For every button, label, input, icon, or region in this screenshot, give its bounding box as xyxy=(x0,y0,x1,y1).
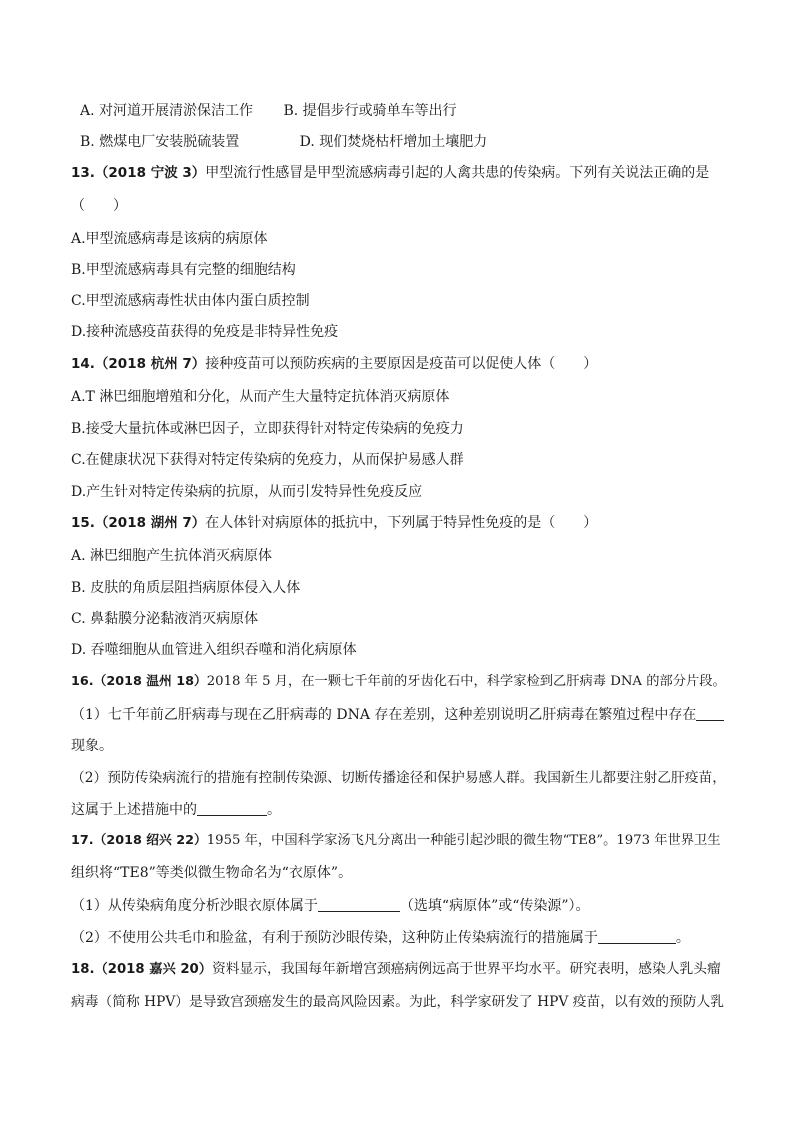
part-end: 。 xyxy=(675,930,690,946)
question-13-stem xyxy=(71,164,709,182)
q16-part2: （2）预防传染病流行的措施有控制传染源、切断传播途径和保护易感人群。我国新生儿都要注射乙肝疫苗， xyxy=(71,770,727,786)
question-14-stem xyxy=(71,355,597,373)
question-number: 15.（2018 湖州 7） xyxy=(71,515,206,531)
option-a: A. 对河道开展清淤保洁工作 xyxy=(80,103,254,119)
question-text: 资料显示，我国每年新增宫颈癌病例远高于世界平均水平。研究表明，感染人乳头瘤 xyxy=(212,961,721,977)
q14-option-c: C.在健康状况下获得对特定传染病的免疫力，从而保护易感人群 xyxy=(71,452,464,468)
question-18-stem xyxy=(71,960,721,979)
part-end: 。 xyxy=(267,802,281,818)
q16-part1-cont: 现象。 xyxy=(71,738,113,754)
option-b: B. 提倡步行或骑单车等出行 xyxy=(283,103,457,119)
answer-blank[interactable] xyxy=(696,706,724,721)
q15-option-d: D. 吞噬细胞从血管进入组织吞噬和消化病原体 xyxy=(71,642,357,658)
q16-part1 xyxy=(71,706,724,724)
q13-option-c: C.甲型流感病毒性状由体内蛋白质控制 xyxy=(71,293,310,309)
question-text: 1955 年，中国科学家汤飞凡分离出一种能引起沙眼的微生物“TE8”。1973 年世界卫生 xyxy=(206,833,721,848)
question-number: 16.（2018 温州 18） xyxy=(71,674,207,689)
q16-part2-cont xyxy=(71,801,281,819)
question-13-paren: （ ） xyxy=(71,198,127,214)
part-text-2: （选填“病原体”或“传染源”）。 xyxy=(399,898,590,914)
q14-option-d: D.产生针对特定传染病的抗原，从而引发特异性免疫反应 xyxy=(71,484,423,500)
question-16-stem xyxy=(71,673,726,691)
question-text: 2018 年 5 月，在一颗七千年前的牙齿化石中，科学家检到乙肝病毒 DNA 的部分片段。 xyxy=(206,674,726,689)
part-text: 这属于上述措施中的 xyxy=(71,802,197,818)
part-text: （1）七千年前乙肝病毒与现在乙肝病毒的 DNA 存在差别，这种差别说明乙肝病毒在繁殖过程中存在 xyxy=(71,707,697,723)
option-row-1 xyxy=(80,102,457,120)
question-18-stem-cont: 病毒（简称 HPV）是导致宫颈癌发生的最高风险因素。为此，科学家研发了 HPV 疫苗，以有效的预防人乳 xyxy=(71,994,724,1010)
q17-part1 xyxy=(71,897,590,915)
q15-option-a: A. 淋巴细胞产生抗体消灭病原体 xyxy=(71,548,273,564)
answer-blank[interactable] xyxy=(197,801,267,816)
q13-option-d: D.接种流感疫苗获得的免疫是非特异性免疫 xyxy=(71,324,339,340)
question-text: 甲型流行性感冒是甲型流感病毒引起的人禽共患的传染病。下列有关说法正确的是 xyxy=(205,165,710,181)
q15-option-c: C. 鼻黏膜分泌黏液消灭病原体 xyxy=(71,611,259,627)
option-row-2 xyxy=(80,133,487,151)
answer-blank[interactable] xyxy=(318,897,400,912)
question-text: 接种疫苗可以预防疾病的主要原因是疫苗可以促使人体（ ） xyxy=(205,356,598,372)
question-text: 在人体针对病原体的抵抗中，下列属于特异性免疫的是（ ） xyxy=(205,515,598,531)
q14-option-b: B.接受大量抗体或淋巴因子，立即获得针对特定传染病的免疫力 xyxy=(71,421,464,437)
question-17-stem xyxy=(71,832,721,850)
q13-option-a: A.甲型流感病毒是该病的病原体 xyxy=(71,231,268,247)
question-15-stem xyxy=(71,514,597,532)
q15-option-b: B. 皮肤的角质层阻挡病原体侵入人体 xyxy=(71,580,301,596)
question-number: 13.（2018 宁波 3） xyxy=(71,165,206,181)
question-number: 17.（2018 绍兴 22） xyxy=(71,833,207,848)
answer-blank[interactable] xyxy=(598,929,676,944)
q14-option-a: A.T 淋巴细胞增殖和分化，从而产生大量特定抗体消灭病原体 xyxy=(71,389,450,405)
part-text: （2）不使用公共毛巾和脸盆，有利于预防沙眼传染，这种防止传染病流行的措施属于 xyxy=(71,930,598,946)
question-number: 18.（2018 嘉兴 20） xyxy=(71,962,213,977)
option-c: B. 燃煤电厂安装脱硫装置 xyxy=(80,134,240,150)
option-d: D. 现们焚烧枯杆增加土壤肥力 xyxy=(299,134,488,150)
q13-option-b: B.甲型流感病毒具有完整的细胞结构 xyxy=(71,262,296,278)
q17-part2 xyxy=(71,929,690,947)
part-text: （1）从传染病角度分析沙眼衣原体属于 xyxy=(71,898,318,914)
question-number: 14.（2018 杭州 7） xyxy=(71,356,206,372)
question-17-stem-cont: 组织将“TE8”等类似微生物命名为“衣原体”。 xyxy=(71,865,353,881)
